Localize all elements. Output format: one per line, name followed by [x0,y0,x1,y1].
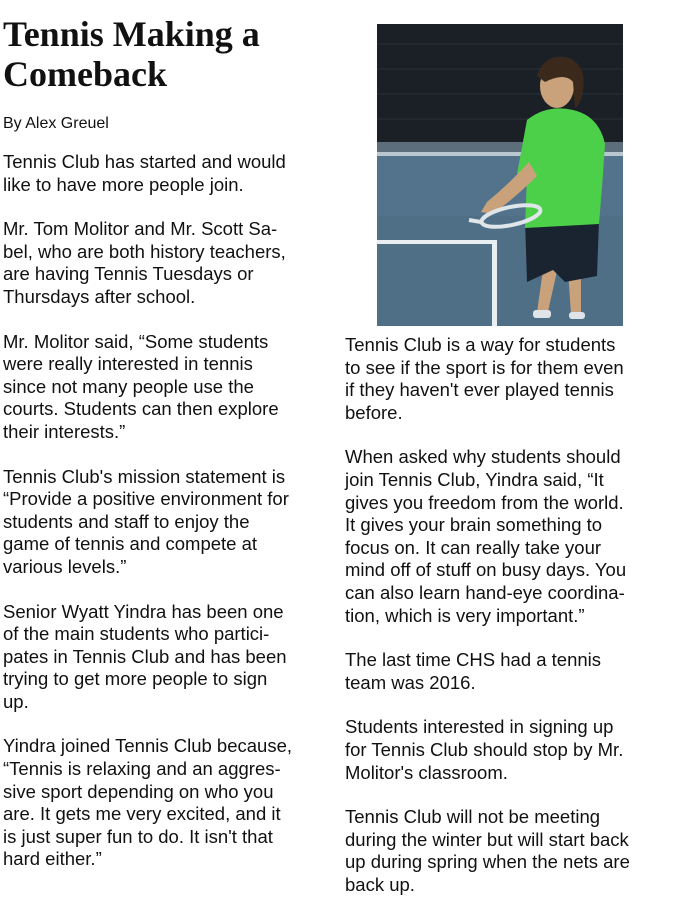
paragraph: Tennis Club's mission statement is “Provide a positive environment for students and staff to enjoy the game of tennis and compete at various levels.” [3,465,289,577]
article-byline: By Alex Greuel [3,115,109,132]
paragraph: When asked why students should join Tennis Club, Yindra said, “It gives you freedom from the world. It gives your brain something to focus on. It can really take your mind off of stuff on busy days. You can also learn hand-eye coordina- tion, which is very important.” [345,446,627,626]
tennis-player-photo [377,24,623,326]
article-left-column [3,151,333,893]
headline-text: Tennis Making a Comeback [3,14,260,94]
article-headline [3,14,343,94]
paragraph: Students interested in signing up for Tennis Club should stop by Mr. Molitor's classroom. [345,716,624,783]
paragraph: Mr. Molitor said, “Some students were really interested in tennis since not many people use the courts. Students can then explore their interests.” [3,330,279,442]
paragraph: Tennis Club is a way for students to see if the sport is for them even if they haven't ever played tennis before. [345,334,624,423]
photo-illustration [377,24,623,326]
court-line [377,240,497,244]
paragraph: The last time CHS had a tennis team was 2016. [345,649,602,693]
paragraph: Mr. Tom Molitor and Mr. Scott Sa- bel, who are both history teachers, are having Tennis Tuesdays or Thursdays after school. [3,218,286,307]
paragraph: Tennis Club has started and would like to have more people join. [3,151,286,195]
court-line [492,240,497,326]
paragraph: Senior Wyatt Yindra has been one of the main students who partici- pates in Tennis Club and has been trying to get more people to sign up. [3,600,287,712]
paragraph: Tennis Club will not be meeting during the winter but will start back up during spring when the nets are back up. [345,806,630,895]
paragraph: Yindra joined Tennis Club because, “Tennis is relaxing and an aggres- sive sport depending on who you are. It gets me very excited, and it is just super fun to do. It isn't that hard either.” [3,735,292,870]
article-right-column [345,334,675,918]
